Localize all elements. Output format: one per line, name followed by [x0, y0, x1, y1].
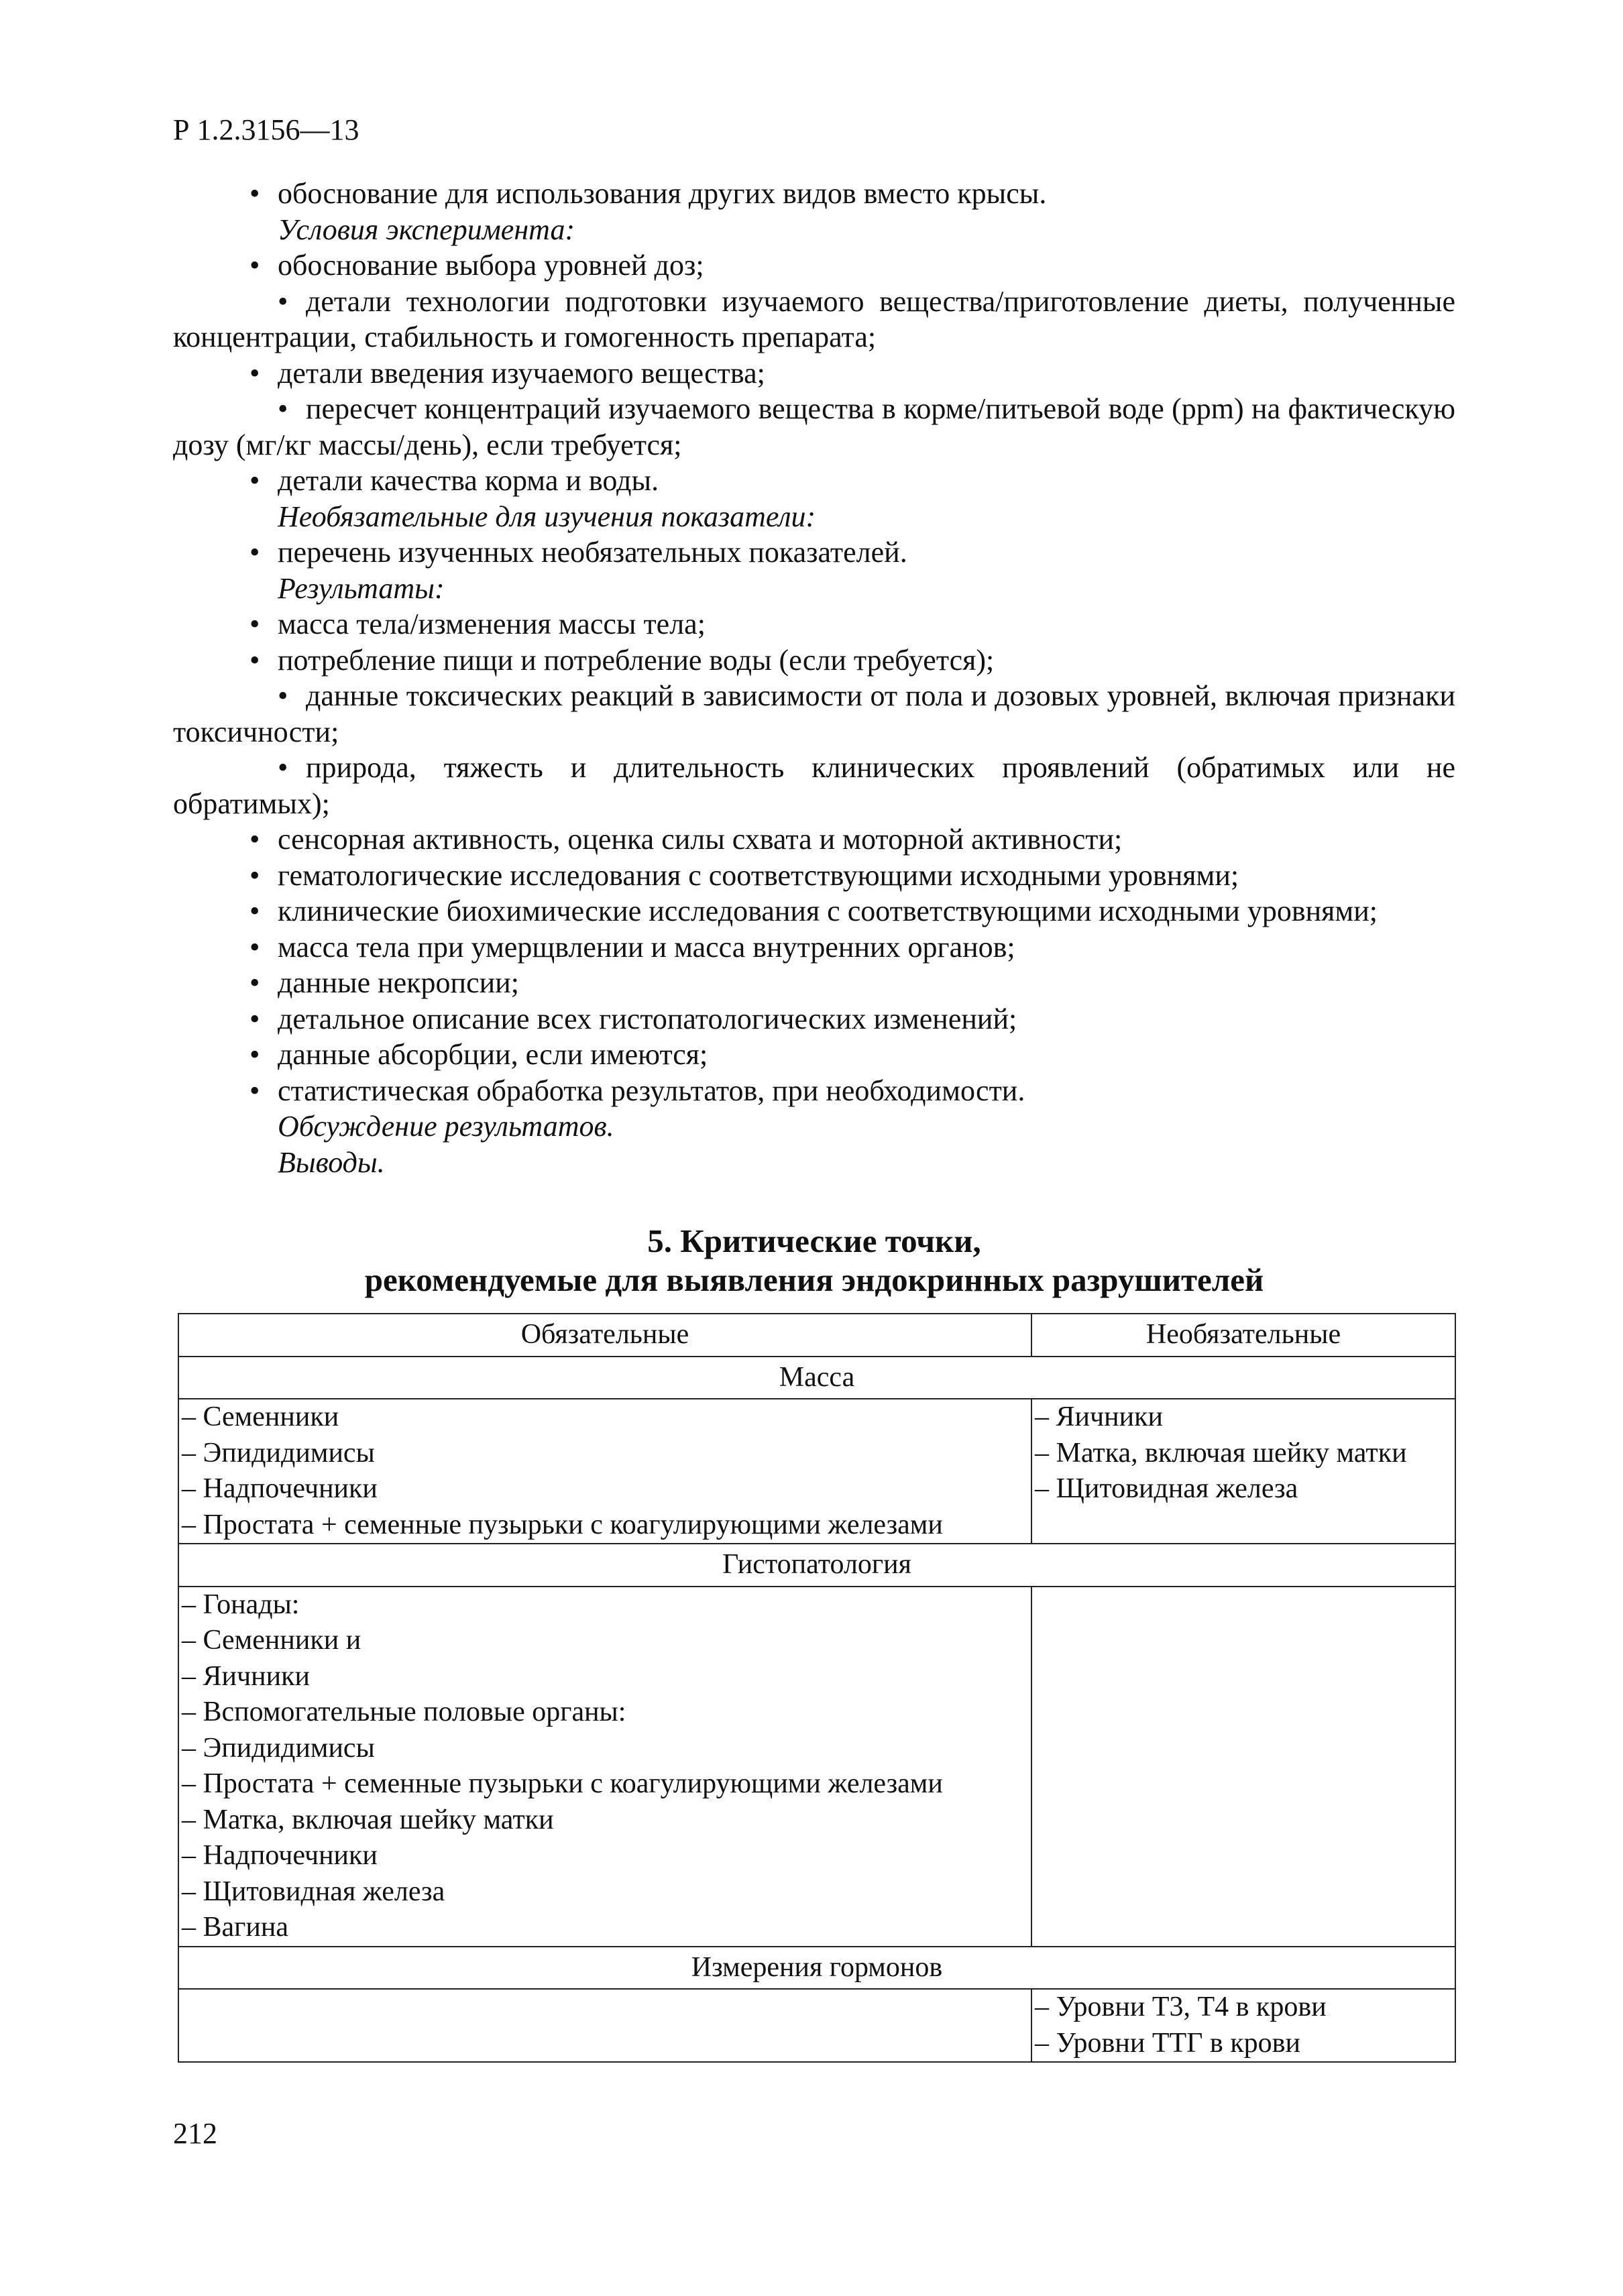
page-number: 212 [173, 2117, 217, 2150]
table-row [178, 1989, 1455, 2062]
bullet-item: • детальное описание всех гистопатологических изменений; [173, 1001, 1455, 1037]
list-item: – Уровни ТТГ в крови [1035, 2027, 1300, 2059]
bullet-icon: • [249, 823, 260, 856]
bullet-icon: • [249, 643, 260, 677]
list-item: – Щитовидная железа [1035, 1473, 1298, 1504]
bullet-item: • гематологические исследования с соответствующими исходными уровнями; [173, 858, 1455, 894]
list-item: – Матка, включая шейку матки [182, 1804, 554, 1835]
document-body [173, 176, 1455, 1180]
bullet-item: • детали качества корма и воды. [173, 463, 1455, 499]
list-item: – Гонады: [182, 1589, 300, 1620]
optional-cell [1031, 1989, 1455, 2062]
bullet-item: • данные абсорбции, если имеются; [173, 1037, 1455, 1073]
list-item: – Эпидидимисы [182, 1732, 375, 1764]
group-title-histopathology: Гистопатология [178, 1544, 1455, 1587]
bullet-icon: • [249, 1038, 260, 1071]
critical-points-table [178, 1313, 1456, 2063]
section-title [173, 1222, 1455, 1300]
required-cell [178, 1587, 1031, 1947]
list-item: – Простата + семенные пузырьки с коагулирующими железами [182, 1509, 943, 1540]
bullet-icon: • [249, 536, 260, 569]
bullet-item: • масса тела/изменения массы тела; [173, 606, 1455, 642]
section-title-line2: рекомендуемые для выявления эндокринных разрушителей [364, 1261, 1264, 1298]
bullet-item: • клинические биохимические исследования с соответствующими исходными уровнями; [173, 893, 1455, 929]
bullet-icon: • [249, 966, 260, 999]
bullet-item: • данные токсических реакций в зависимости от пола и дозовых уровней, включая признаки токсичности; [173, 679, 1455, 748]
list-item: – Яичники [182, 1660, 310, 1692]
bullet-item: • детали технологии подготовки изучаемого вещества/приготовление диеты, полученные концентрации, стабильность и гомогенность препарата; [173, 284, 1455, 353]
bullet-icon: • [249, 930, 260, 964]
section-heading-conditions: Условия эксперимента: [278, 213, 575, 246]
group-row [178, 1357, 1455, 1399]
bullet-item: • детали введения изучаемого вещества; [173, 355, 1455, 392]
bullet-icon: • [249, 356, 260, 390]
bullet-icon: • [249, 464, 260, 497]
optional-cell [1031, 1587, 1455, 1947]
list-item: – Семенники [182, 1401, 339, 1432]
bullet-icon: • [278, 284, 288, 318]
document-code: Р 1.2.3156—13 [173, 113, 359, 146]
section-heading-optional: Необязательные для изучения показатели: [278, 500, 816, 533]
bullet-icon: • [278, 392, 288, 425]
list-item: – Надпочечники [182, 1473, 378, 1504]
bullet-item: • масса тела при умерщвлении и масса внутренних органов; [173, 929, 1455, 966]
list-item: – Яичники [1035, 1401, 1163, 1432]
list-item: – Эпидидимисы [182, 1437, 375, 1469]
list-item: – Вспомогательные половые органы: [182, 1697, 626, 1727]
bullet-item: • обоснование выбора уровней доз; [173, 247, 1455, 284]
list-item: – Щитовидная железа [182, 1876, 445, 1907]
column-header-optional: Необязательные [1031, 1314, 1455, 1357]
column-header-required: Обязательные [178, 1314, 1031, 1357]
bullet-item: • статистическая обработка результатов, при необходимости. [173, 1073, 1455, 1109]
list-item: – Семенники и [182, 1625, 361, 1656]
discussion-heading: Обсуждение результатов. [278, 1110, 614, 1143]
bullet-icon: • [249, 858, 260, 892]
table-row [178, 1399, 1455, 1544]
bullet-item: • потребление пищи и потребление воды (если требуется); [173, 642, 1455, 679]
table-header-row [178, 1314, 1455, 1357]
bullet-icon: • [249, 177, 260, 210]
list-item: – Надпочечники [182, 1840, 378, 1871]
bullet-icon: • [278, 751, 288, 784]
list-item: – Простата + семенные пузырьки с коагулирующими железами [182, 1768, 943, 1799]
bullet-item: • перечень изученных необязательных показателей. [173, 534, 1455, 571]
list-item: – Вагина [182, 1912, 288, 1943]
bullet-item: • обоснование для использования других видов вместо крысы. [173, 176, 1455, 212]
bullet-item: • пересчет концентраций изучаемого вещества в корме/питьевой воде (ppm) на фактическую дозу (мг/кг массы/день), если требуется; [173, 392, 1455, 461]
group-row [178, 1947, 1455, 1990]
bullet-icon: • [249, 249, 260, 282]
optional-cell [1031, 1399, 1455, 1544]
list-item: – Матка, включая шейку матки [1035, 1437, 1407, 1469]
bullet-item: • сенсорная активность, оценка силы схвата и моторной активности; [173, 821, 1455, 858]
group-row [178, 1544, 1455, 1587]
group-title-hormones: Измерения гормонов [178, 1947, 1455, 1990]
table-row [178, 1587, 1455, 1947]
required-cell [178, 1989, 1031, 2062]
bullet-icon: • [249, 1002, 260, 1035]
bullet-icon: • [249, 608, 260, 640]
bullet-item: • данные некропсии; [173, 965, 1455, 1001]
group-title-mass: Масса [178, 1357, 1455, 1399]
bullet-icon: • [278, 679, 288, 712]
list-item: – Уровни Т3, Т4 в крови [1035, 1992, 1327, 2022]
conclusions-heading: Выводы. [278, 1145, 385, 1179]
required-cell [178, 1399, 1031, 1544]
bullet-item: • природа, тяжесть и длительность клинических проявлений (обратимых или не обратимых); [173, 751, 1455, 820]
section-heading-results: Результаты: [278, 571, 445, 605]
bullet-icon: • [249, 1074, 260, 1107]
section-title-line1: 5. Критические точки, [647, 1222, 981, 1259]
bullet-icon: • [249, 895, 260, 927]
